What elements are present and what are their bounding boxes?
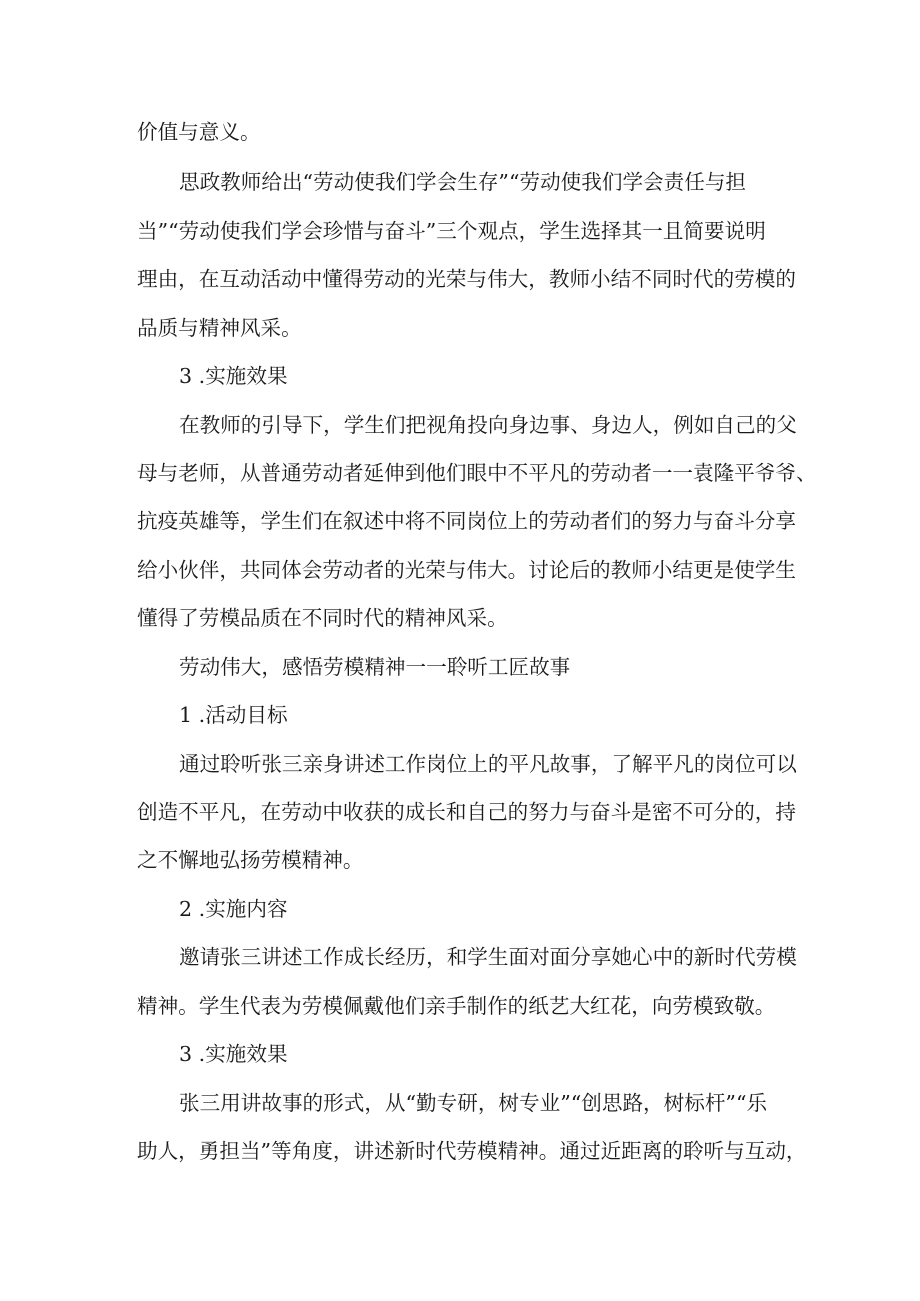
section-heading-activity-goal: 1 .活动目标 (179, 703, 288, 727)
section-heading-implementation-content: 2 .实施内容 (179, 897, 288, 921)
text-line-5: 品质与精神风采。 (137, 316, 302, 340)
text-line-22: 助人，勇担当”等角度，讲述新时代劳模精神。通过近距离的聆听与互动， (137, 1139, 807, 1163)
text-line-8: 母与老师，从普通劳动者延伸到他们眼中不平凡的劳动者一一袁隆平爷爷、 (137, 461, 817, 485)
section-heading-implementation-effect: 3 .实施效果 (179, 364, 288, 388)
section-title-labor-model: 劳动伟大，感悟劳模精神一一聆听工匠故事 (179, 655, 571, 679)
text-line-19: 精神。学生代表为劳模佩戴他们亲手制作的纸艺大红花，向劳模致敬。 (137, 994, 776, 1018)
text-line-15: 创造不平凡，在劳动中收获的成长和自己的努力与奋斗是密不可分的，持 (137, 800, 796, 824)
text-line-11: 懂得了劳模品质在不同时代的精神风采。 (137, 606, 508, 630)
section-heading-implementation-effect-2: 3 .实施效果 (179, 1042, 288, 1066)
text-line-1: 价值与意义。 (137, 120, 261, 144)
text-line-4: 理由，在互动活动中懂得劳动的光荣与伟大，教师小结不同时代的劳模的 (137, 267, 796, 291)
text-line-7: 在教师的引导下，学生们把视角投向身边事、身边人，例如自己的父 (179, 413, 797, 437)
text-line-9: 抗疫英雄等，学生们在叙述中将不同岗位上的劳动者们的努力与奋斗分享 (137, 509, 796, 533)
text-line-18: 邀请张三讲述工作成长经历，和学生面对面分享她心中的新时代劳模 (179, 945, 797, 969)
text-line-16: 之不懈地弘扬劳模精神。 (137, 848, 364, 872)
text-line-3: 当”“劳动使我们学会珍惜与奋斗”三个观点，学生选择其一且简要说明 (137, 219, 766, 243)
text-line-14: 通过聆听张三亲身讲述工作岗位上的平凡故事，了解平凡的岗位可以 (179, 752, 797, 776)
text-line-2: 思政教师给出“劳动使我们学会生存”“劳动使我们学会责任与担 (179, 170, 747, 194)
text-line-21: 张三用讲故事的形式，从“勤专研，树专业”“创思路，树标杆”“乐 (179, 1091, 768, 1115)
text-line-10: 给小伙伴，共同体会劳动者的光荣与伟大。讨论后的教师小结更是使学生 (137, 558, 796, 582)
